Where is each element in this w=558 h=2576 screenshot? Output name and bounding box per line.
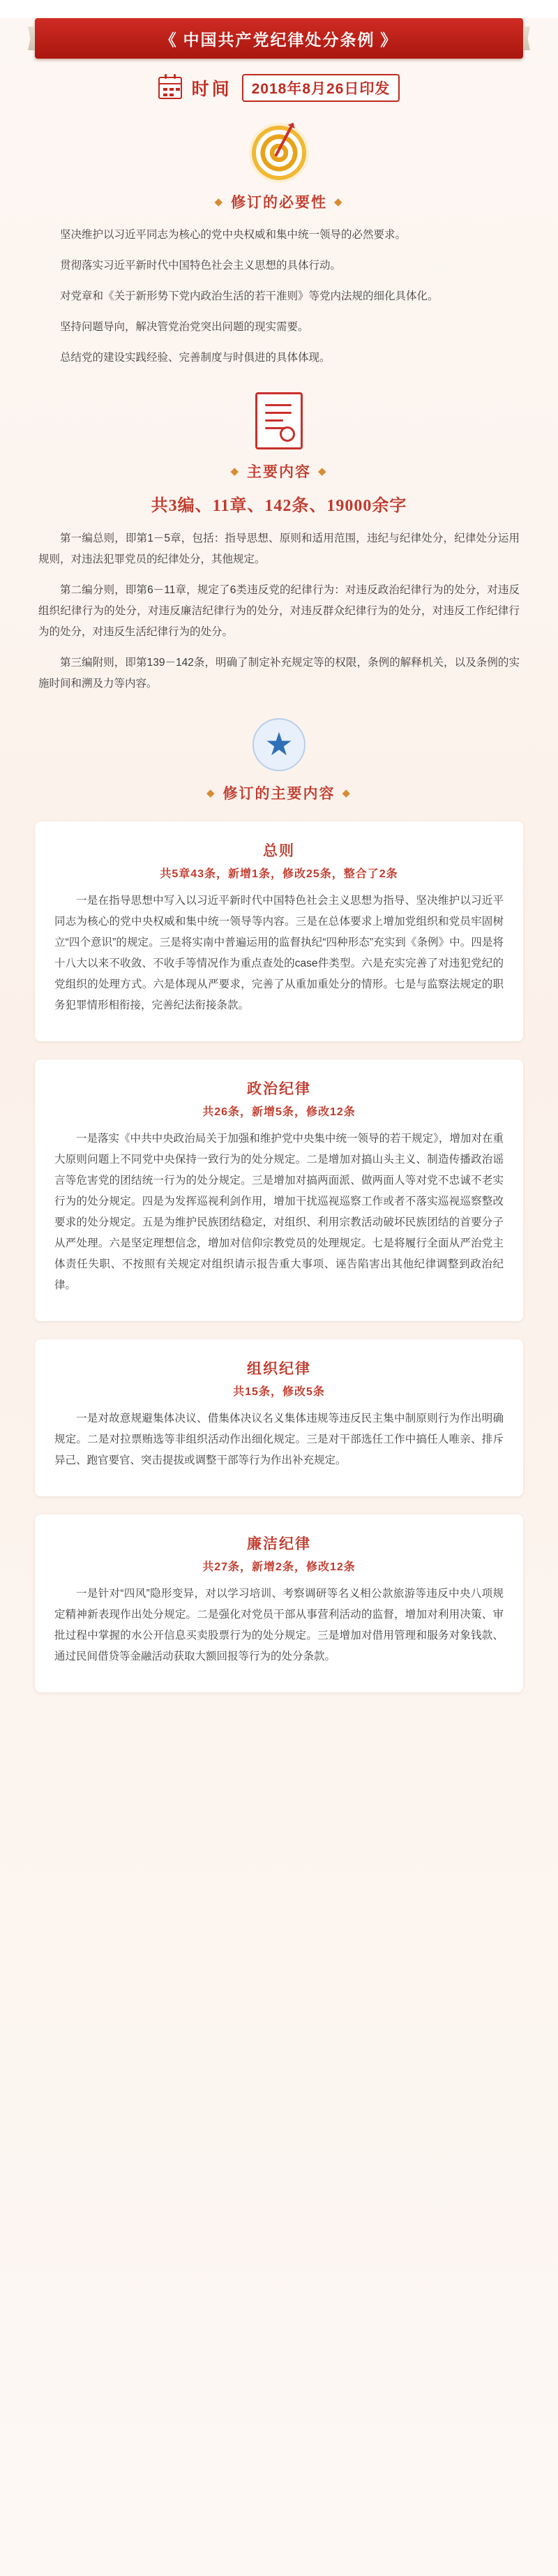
- diamond-icon: ◆: [342, 788, 352, 799]
- main-body: [38, 528, 520, 694]
- card-paragraph: 一是在指导思想中写入以习近平新时代中国特色社会主义思想为指导、坚决维护以习近平同志为核心的党中央权威和集中统一领导等内容。三是在总体要求上增加党组织和党员牢固树立“四个意识”的规定。三是将实南中普遍运用的监督执纪“四种形态”充实到《条例》中。四是将十八大以来不收敛、不收手等情况作为重点查处的case件类型。六是充实完善了对违犯党纪的党组织的处理方式。六是体现从严要求，完善了从重加重处分的情形。七是与监察法规定的职务犯罪情形相衔接，完善纪法衔接条款。: [54, 895, 504, 1011]
- necessity-paragraph: 坚持问题导向，解决管党治党突出问题的现实需要。: [60, 321, 309, 333]
- main-paragraph: 第二编分则，即第6－11章，规定了6类违反党的纪律行为：对违反政治纪律行为的处分，对违反组织纪律行为的处分，对违反廉洁纪律行为的处分，对违反群众纪律行为的处分，对违反工作纪律行为的处分，对违反生活纪律行为的处分。: [38, 584, 520, 638]
- revision-heading: [0, 782, 558, 803]
- diamond-icon: ◆: [214, 197, 224, 208]
- card-paragraph: 一是针对“四风”隐形变异，对以学习培训、考察调研等名义相公款旅游等违反中央八项规定精神新表现作出处分规定。二是强化对党员干部从事营利活动的监督，增加对利用决策、审批过程中掌握的水公开信息买卖股票行为的处分规定。三是增加对借用管理和服务对象钱款、通过民间借贷等金融活动获取大额回报等行为的处分条款。: [54, 1588, 504, 1662]
- necessity-body: [38, 225, 520, 368]
- card-title: 廉洁纪律: [247, 1535, 311, 1552]
- page-title: 《 中国共产党纪律处分条例 》: [160, 31, 398, 49]
- diamond-icon: ◆: [334, 197, 344, 208]
- necessity-heading: [0, 191, 558, 212]
- main-paragraph: 第三编附则，即第139－142条，明确了制定补充规定等的权限，条例的解释机关，以及条例的实施时间和溯及力等内容。: [38, 657, 520, 690]
- card-paragraph: 一是对故意规避集体决议、借集体决议名义集体违规等违反民主集中制原则行为作出明确规定。二是对拉票贿选等非组织活动作出细化规定。三是对干部选任工作中搞任人唯亲、排斥异己、跑官要官、突击提拔或调整干部等行为作出补充规定。: [54, 1413, 504, 1466]
- necessity-paragraph: 对党章和《关于新形势下党内政治生活的若干准则》等党内法规的细化具体化。: [60, 290, 439, 302]
- main-paragraph: 第一编总则，即第1－5章，包括：指导思想、原则和适用范围，违纪与纪律处分，纪律处分运用规则，对违法犯罪党员的纪律处分，其他规定。: [38, 533, 520, 565]
- card-title: 政治纪律: [247, 1080, 311, 1097]
- main-heading-text: 主要内容: [247, 463, 311, 480]
- card-subtitle: 共5章43条，新增1条，修改25条，整合了2条: [160, 868, 398, 880]
- revision-icon-wrap: [0, 718, 558, 771]
- card-political-discipline: [35, 1059, 523, 1321]
- main-summary: 共3编、11章、142条、19000余字: [151, 497, 407, 515]
- necessity-paragraph: 总结党的建设实践经验、完善制度与时俱进的具体体现。: [60, 352, 331, 364]
- card-title: 总则: [263, 842, 295, 859]
- diamond-icon: ◆: [230, 466, 240, 477]
- main-icon-wrap: [0, 392, 558, 449]
- card-integrity-discipline: [35, 1514, 523, 1692]
- main-heading: [0, 461, 558, 482]
- target-arrow-icon: [252, 126, 306, 180]
- card-general-rules: [35, 821, 523, 1041]
- card-organizational-discipline: [35, 1339, 523, 1496]
- card-subtitle: 共27条，新增2条，修改12条: [202, 1561, 356, 1573]
- title-banner: [35, 18, 523, 59]
- necessity-paragraph: 贯彻落实习近平新时代中国特色社会主义思想的具体行动。: [60, 260, 342, 271]
- card-title: 组织纪律: [247, 1360, 311, 1377]
- card-subtitle: 共26条，新增5条，修改12条: [202, 1106, 356, 1118]
- blue-star-icon: ★: [252, 718, 306, 771]
- calendar-icon: [158, 77, 182, 99]
- date-row: [115, 74, 443, 102]
- date-value: 2018年8月26日印发: [242, 74, 400, 102]
- document-seal-icon: [255, 392, 303, 449]
- date-label: 时间: [191, 80, 232, 99]
- necessity-heading-text: 修订的必要性: [231, 194, 327, 211]
- diamond-icon: ◆: [318, 466, 328, 477]
- card-paragraph: 一是落实《中共中央政治局关于加强和维护党中央集中统一领导的若干规定》，增加对在重大原则问题上不同党中央保持一致行为的处分规定。二是增加对搞山头主义、制造传播政治谣言等危害党的团结统一行为的处分规定。三是增加对搞两面派、做两面人等对党不忠诚不老实行为的处分规定。四是为发挥巡视利剑作用，增加干扰巡视巡察工作或者不落实巡视巡察整改要求的处分规定。五是为维护民族团结稳定，对组织、利用宗教活动破坏民族团结的首要分子从严处理。六是坚定理想信念，增加对信仰宗教党员的处理规定。七是将履行全面从严治党主体责任失职、不按照有关规定对组织请示报告重大事项、诬告陷害出其他纪律调整到政治纪律。: [54, 1133, 504, 1291]
- document-page: [0, 18, 558, 2576]
- necessity-icon-wrap: [0, 126, 558, 180]
- revision-heading-text: 修订的主要内容: [223, 785, 335, 802]
- diamond-icon: ◆: [206, 788, 216, 799]
- necessity-paragraph: 坚决维护以习近平同志为核心的党中央权威和集中统一领导的必然要求。: [60, 229, 407, 241]
- card-subtitle: 共15条，修改5条: [233, 1386, 325, 1398]
